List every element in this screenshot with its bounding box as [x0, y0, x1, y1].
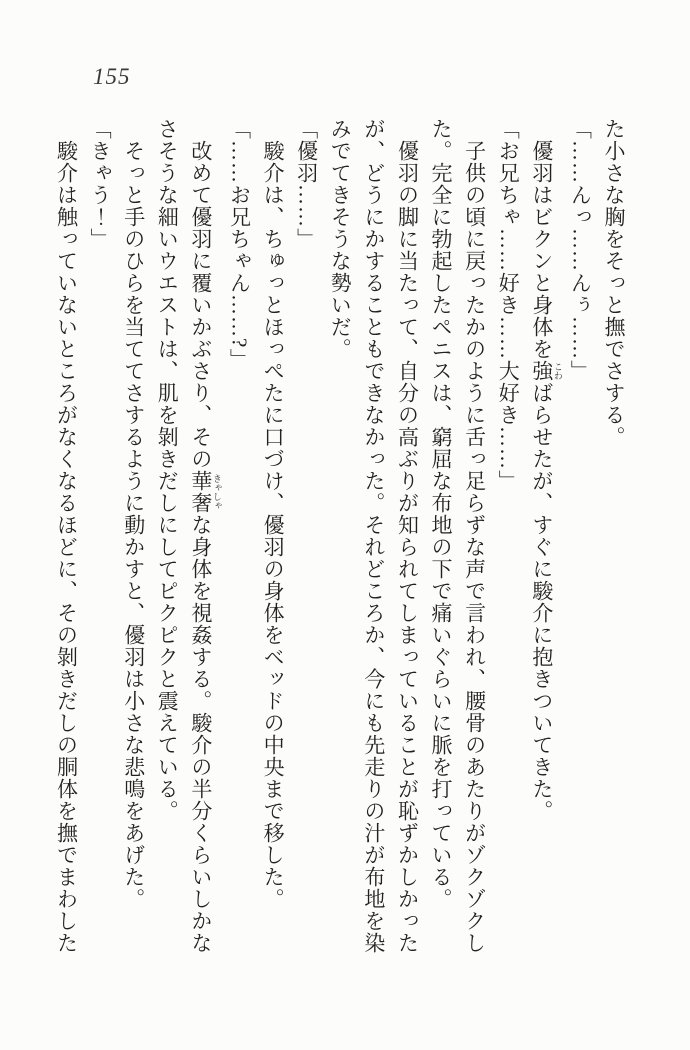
paragraph: 「……んっ……んぅ……」: [568, 118, 593, 382]
paragraph: 「きゃう！」: [88, 118, 113, 250]
paragraph: そっと手のひらを当ててさするように動かすと、優羽は小さな悲鳴をあげた。: [121, 140, 146, 910]
ruby-annotated-word: 強 こわ: [529, 360, 563, 382]
paragraph: 「お兄ちゃ……好き……大好き……」: [496, 118, 521, 492]
paragraph: 駿介は、ちゅっとほっぺたに口づけ、優羽の身体をベッドの中央まで移した。: [261, 140, 286, 910]
paragraph: 優羽の脚に当たって、自分の高ぶりが知られてしまっていることが恥ずかしかったが、どうにかすることもできなかった。それどころか、今にも先走りの汁が布地を染みでてきそうな勢いだ。: [328, 118, 420, 954]
page-number: 155: [93, 64, 131, 89]
paragraph: 「……お兄ちゃん……?」: [227, 118, 252, 371]
paragraph: 子供の頃に戻ったかのように舌っ足らずな声で言われ、腰骨のあたりがゾクゾクした。完全に勃起したペニスは、窮屈な布地の下で痛いぐらいに脈を打っている。: [429, 118, 487, 954]
paragraph: 「優羽……」: [294, 118, 319, 250]
paragraph: 駿介は触っていないところがなくなるほどに、その剝きだしの胴体を撫でまわした: [54, 140, 79, 954]
body-text: [54, 118, 630, 956]
paragraph: た小さな胸をそっと撫でさする。: [602, 118, 626, 448]
paragraph: 優羽はビクンと身体を強 こわばらせたが、すぐに駿介に抱きついてきた。: [529, 140, 563, 822]
ruby-annotated-word: 華奢 きゃしゃ: [188, 470, 222, 514]
paragraph: 改めて優羽に覆いかぶさり、その華奢 きゃしゃな身体を視姦する。駿介の半分くらいしかなさそうな細いウエストは、肌を剝きだしにしてピクピクと震えている。: [155, 118, 222, 954]
